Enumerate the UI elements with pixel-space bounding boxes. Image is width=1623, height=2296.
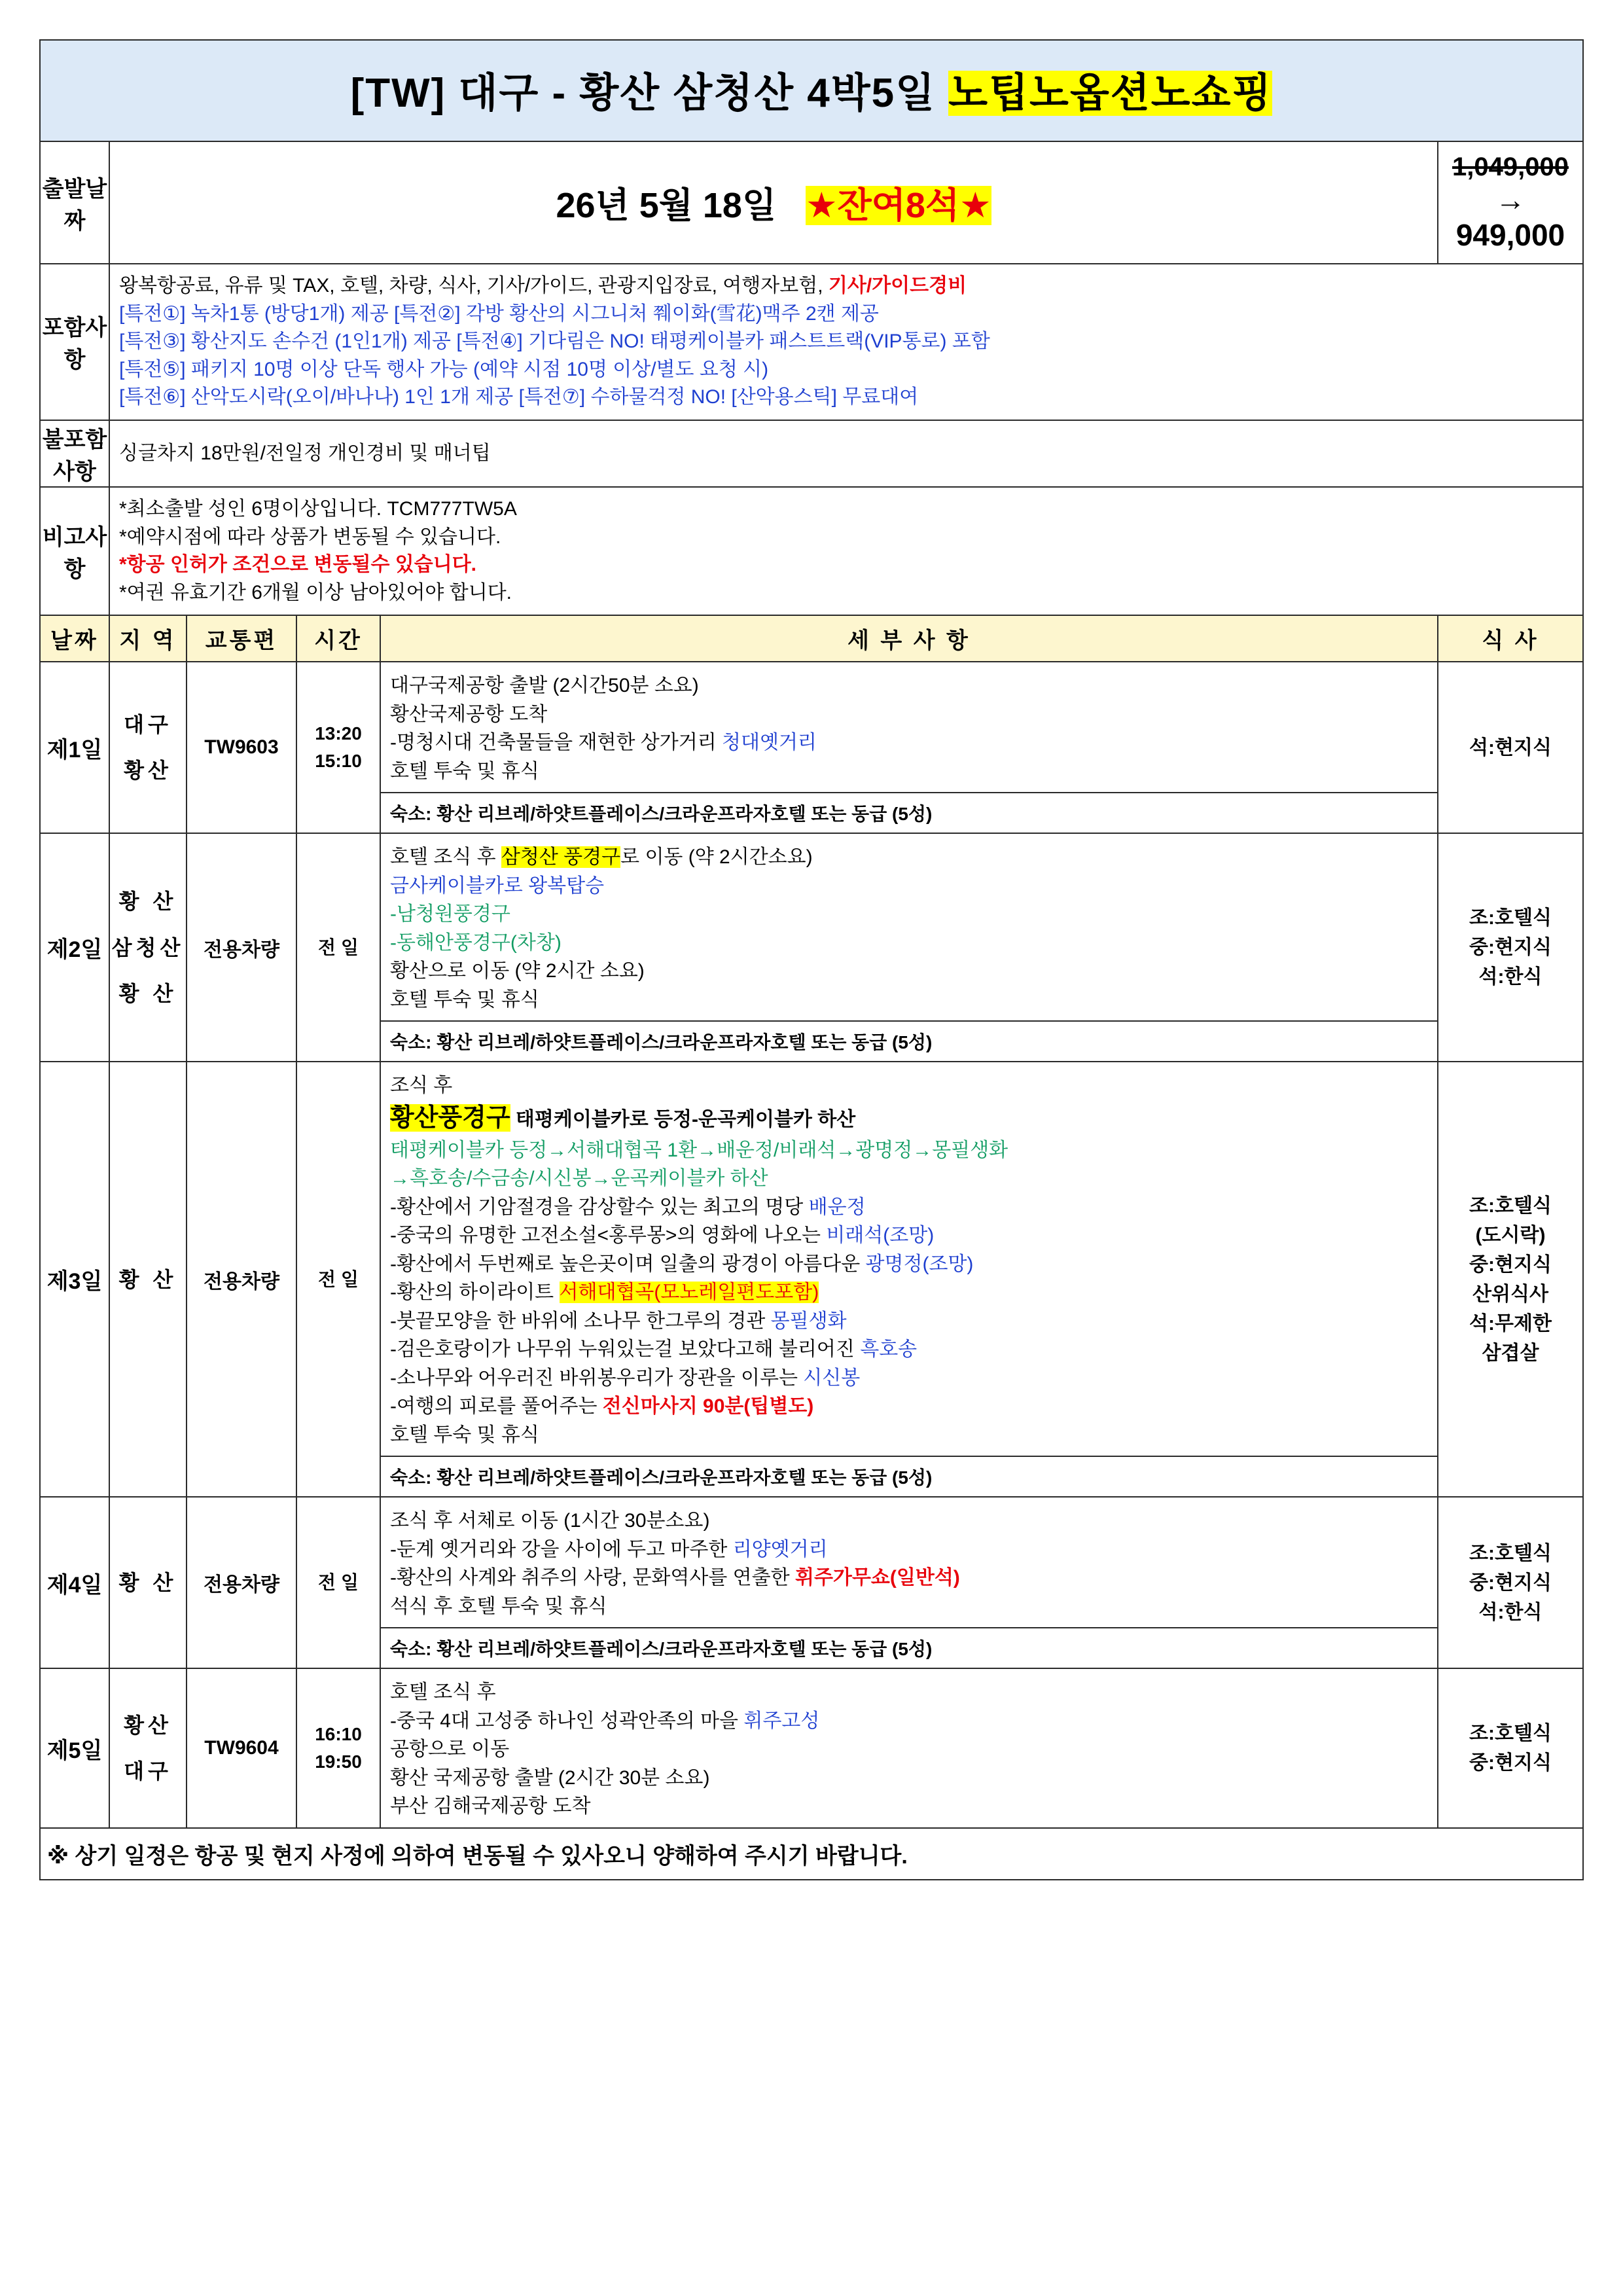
remarks-row [40, 487, 1583, 615]
details-text: 호텔 조식 후 -중국 4대 고성중 하나인 성곽안족의 마을 휘주고성 공항으로 이동 황산 국제공항 출발 (2시간 30분 소요) 부산 김해국제공항 도착 [390, 1681, 820, 1818]
footer-note: ※ 상기 일정은 항공 및 현지 사정에 의하여 변동될 수 있사오니 양해하여 주시기 바랍니다. [40, 1828, 1583, 1880]
day-label: 제3일 [40, 1062, 109, 1497]
table-row [40, 662, 1583, 833]
accommodation-text: 숙소: 황산 리브레/하얏트플레이스/크라운프라자호텔 또는 동급 (5성) [381, 1627, 1437, 1668]
details-cell [380, 1062, 1438, 1497]
accommodation-text: 숙소: 황산 리브레/하얏트플레이스/크라운프라자호텔 또는 동급 (5성) [381, 1020, 1437, 1061]
time-cell: 전 일 [296, 833, 380, 1062]
included-label: 포함사항 [40, 264, 109, 420]
meal-cell: 조:호텔식 (도시락) 중:현지식 산위식사 석:무제한 삼겹살 [1438, 1062, 1583, 1497]
day-label: 제2일 [40, 833, 109, 1062]
time-cell: 전 일 [296, 1062, 380, 1497]
title-highlight: 노팁노옵션노쇼핑 [948, 71, 1273, 116]
header-time: 시간 [296, 615, 380, 662]
table-row [40, 1668, 1583, 1828]
included-body [109, 264, 1583, 420]
remarks-line-2: *예약시점에 따라 상품가 변동될 수 있습니다. [119, 526, 501, 548]
departure-date-cell [109, 141, 1438, 264]
meal-cell: 조:호텔식 중:현지식 [1438, 1668, 1583, 1828]
price-cell [1438, 141, 1583, 264]
title-row [40, 40, 1583, 141]
day-label: 제5일 [40, 1668, 109, 1828]
area-cell: 황 산 [109, 1062, 187, 1497]
departure-label: 출발날짜 [40, 141, 109, 264]
remarks-line-3: *항공 인허가 조건으로 변동될수 있습니다. [119, 554, 477, 576]
highlight-text: 삼청산 풍경구 [501, 846, 621, 869]
details-cell [380, 1668, 1438, 1828]
details-text: 조식 후 황산풍경구 태평케이블카로 등정-운곡케이블카 하산 태평케이블카 등정→서해대협곡 1환→배운정/비래석→광명정→몽필생화 →흑호송/수금송/시신봉→운곡케이블카 하산 -황산에서 기암절경을 감상할수 있는 최고의 명당 배운정 -중국의 유명한 고전소설<홍루몽>의 영화에 나오는 비래석(조망) -황산에서 두번째로 높은곳이며 일출의 광경이 아름다운 광명정(조망) -황산의 하이라이트 서해대협곡(모노레일편도포함) -붓끝모양을 한 바위에 소나무 한그루의 경관 몽필생화 -검은호랑이가 나무위 누워있는걸 보았다고해 불리어진 흑호송 -소나무와 어우러진 바위봉우리가 장관을 이루는 시신봉 -여행의 피로를 풀어주는 전신마사지 90분(팁별도) 호텔 투숙 및 휴식 [390, 1075, 1008, 1446]
column-header-row [40, 615, 1583, 662]
accommodation-text: 숙소: 황산 리브레/하얏트플레이스/크라운프라자호텔 또는 동급 (5성) [381, 1456, 1437, 1496]
header-date: 날짜 [40, 615, 109, 662]
meal-cell: 조:호텔식 중:현지식 석:한식 [1438, 833, 1583, 1062]
excluded-row [40, 420, 1583, 487]
included-line-4: [특전⑤] 패키지 10명 이상 단독 행사 가능 (예약 시점 10명 이상/별도 요청 시) [119, 358, 769, 380]
transport-cell: 전용차량 [187, 1062, 296, 1497]
area-cell: 황 산 삼청산 황 산 [109, 833, 187, 1062]
remarks-label: 비고사항 [40, 487, 109, 615]
meal-cell: 석:현지식 [1438, 662, 1583, 833]
details-cell [380, 833, 1438, 1062]
departure-row [40, 141, 1583, 264]
remaining-seats-badge: ★잔여8석★ [806, 186, 991, 225]
remarks-line-1: *최소출발 성인 6명이상입니다. TCM777TW5A [119, 497, 517, 520]
remarks-line-4: *여권 유효기간 6개월 이상 남아있어야 합니다. [119, 581, 512, 603]
price-discounted: → 949,000 [1455, 183, 1565, 252]
area-cell: 대구 황산 [109, 662, 187, 833]
header-area: 지 역 [109, 615, 187, 662]
day-label: 제1일 [40, 662, 109, 833]
details-cell [380, 1497, 1438, 1668]
area-cell: 황산 대구 [109, 1668, 187, 1828]
tour-itinerary-table [39, 39, 1584, 1880]
area-cell: 황 산 [109, 1497, 187, 1668]
included-line-2: [특전①] 녹차1통 (방당1개) 제공 [특전②] 각방 황산의 시그니처 쮀이화(雪花)맥주 2캔 제공 [119, 302, 879, 325]
table-row [40, 1062, 1583, 1497]
details-cell [380, 662, 1438, 833]
transport-cell: TW9604 [187, 1668, 296, 1828]
transport-cell: TW9603 [187, 662, 296, 833]
header-transport: 교통편 [187, 615, 296, 662]
details-text: 조식 후 서체로 이동 (1시간 30분소요) -둔계 옛거리와 강을 사이에 두고 마주한 리양옛거리 -황산의 사계와 취주의 사랑, 문화역사를 연출한 휘주가무쇼(일반석) 석식 후 호텔 투숙 및 휴식 [390, 1510, 960, 1617]
document-title: [TW] 대구 - 황산 삼청산 4박5일 노팁노옵션노쇼핑 [350, 71, 1273, 116]
accommodation-text: 숙소: 황산 리브레/하얏트플레이스/크라운프라자호텔 또는 동급 (5성) [381, 792, 1437, 833]
included-line-1: 왕복항공료, 유류 및 TAX, 호텔, 차량, 식사, 기사/가이드, 관광지입장료, 여행자보험, 기사/가이드경비 [119, 275, 967, 296]
remarks-body [109, 487, 1583, 615]
excluded-label: 불포함사항 [40, 420, 109, 487]
details-text: 호텔 조식 후 삼청산 풍경구로 이동 (약 2시간소요) 금사케이블카로 왕복탑승 -남청원풍경구 -동해안풍경구(차창) 황산으로 이동 (약 2시간 소요) 호텔 투숙 및 휴식 [390, 846, 813, 1011]
transport-cell: 전용차량 [187, 833, 296, 1062]
footer-row [40, 1828, 1583, 1880]
included-line-5: [특전⑥] 산악도시락(오이/바나나) 1인 1개 제공 [특전⑦] 수하물걱정 NO! [산악용스틱] 무료대여 [119, 386, 919, 408]
time-cell: 13:20 15:10 [296, 662, 380, 833]
excluded-body: 싱글차지 18만원/전일정 개인경비 및 매너팁 [109, 420, 1583, 487]
time-cell: 전 일 [296, 1497, 380, 1668]
table-row [40, 1497, 1583, 1668]
highlight-text: 황산풍경구 [390, 1103, 510, 1132]
header-details: 세 부 사 항 [380, 615, 1438, 662]
meal-cell: 조:호텔식 중:현지식 석:한식 [1438, 1497, 1583, 1668]
price-original: 1,049,000 [1452, 152, 1569, 181]
time-cell: 16:10 19:50 [296, 1668, 380, 1828]
included-line-3: [특전③] 황산지도 손수건 (1인1개) 제공 [특전④] 기다림은 NO! 태평케이블카 패스트트랙(VIP통로) 포함 [119, 331, 990, 353]
included-row [40, 264, 1583, 420]
transport-cell: 전용차량 [187, 1497, 296, 1668]
day-label: 제4일 [40, 1497, 109, 1668]
title-cell [40, 40, 1583, 141]
table-row [40, 833, 1583, 1062]
departure-date: 26년 5월 18일 [556, 186, 777, 225]
details-text: 대구국제공항 출발 (2시간50분 소요) 황산국제공항 도착 -명청시대 건축물들을 재현한 상가거리 청대옛거리 호텔 투숙 및 휴식 [390, 675, 817, 782]
header-meal: 식 사 [1438, 615, 1583, 662]
